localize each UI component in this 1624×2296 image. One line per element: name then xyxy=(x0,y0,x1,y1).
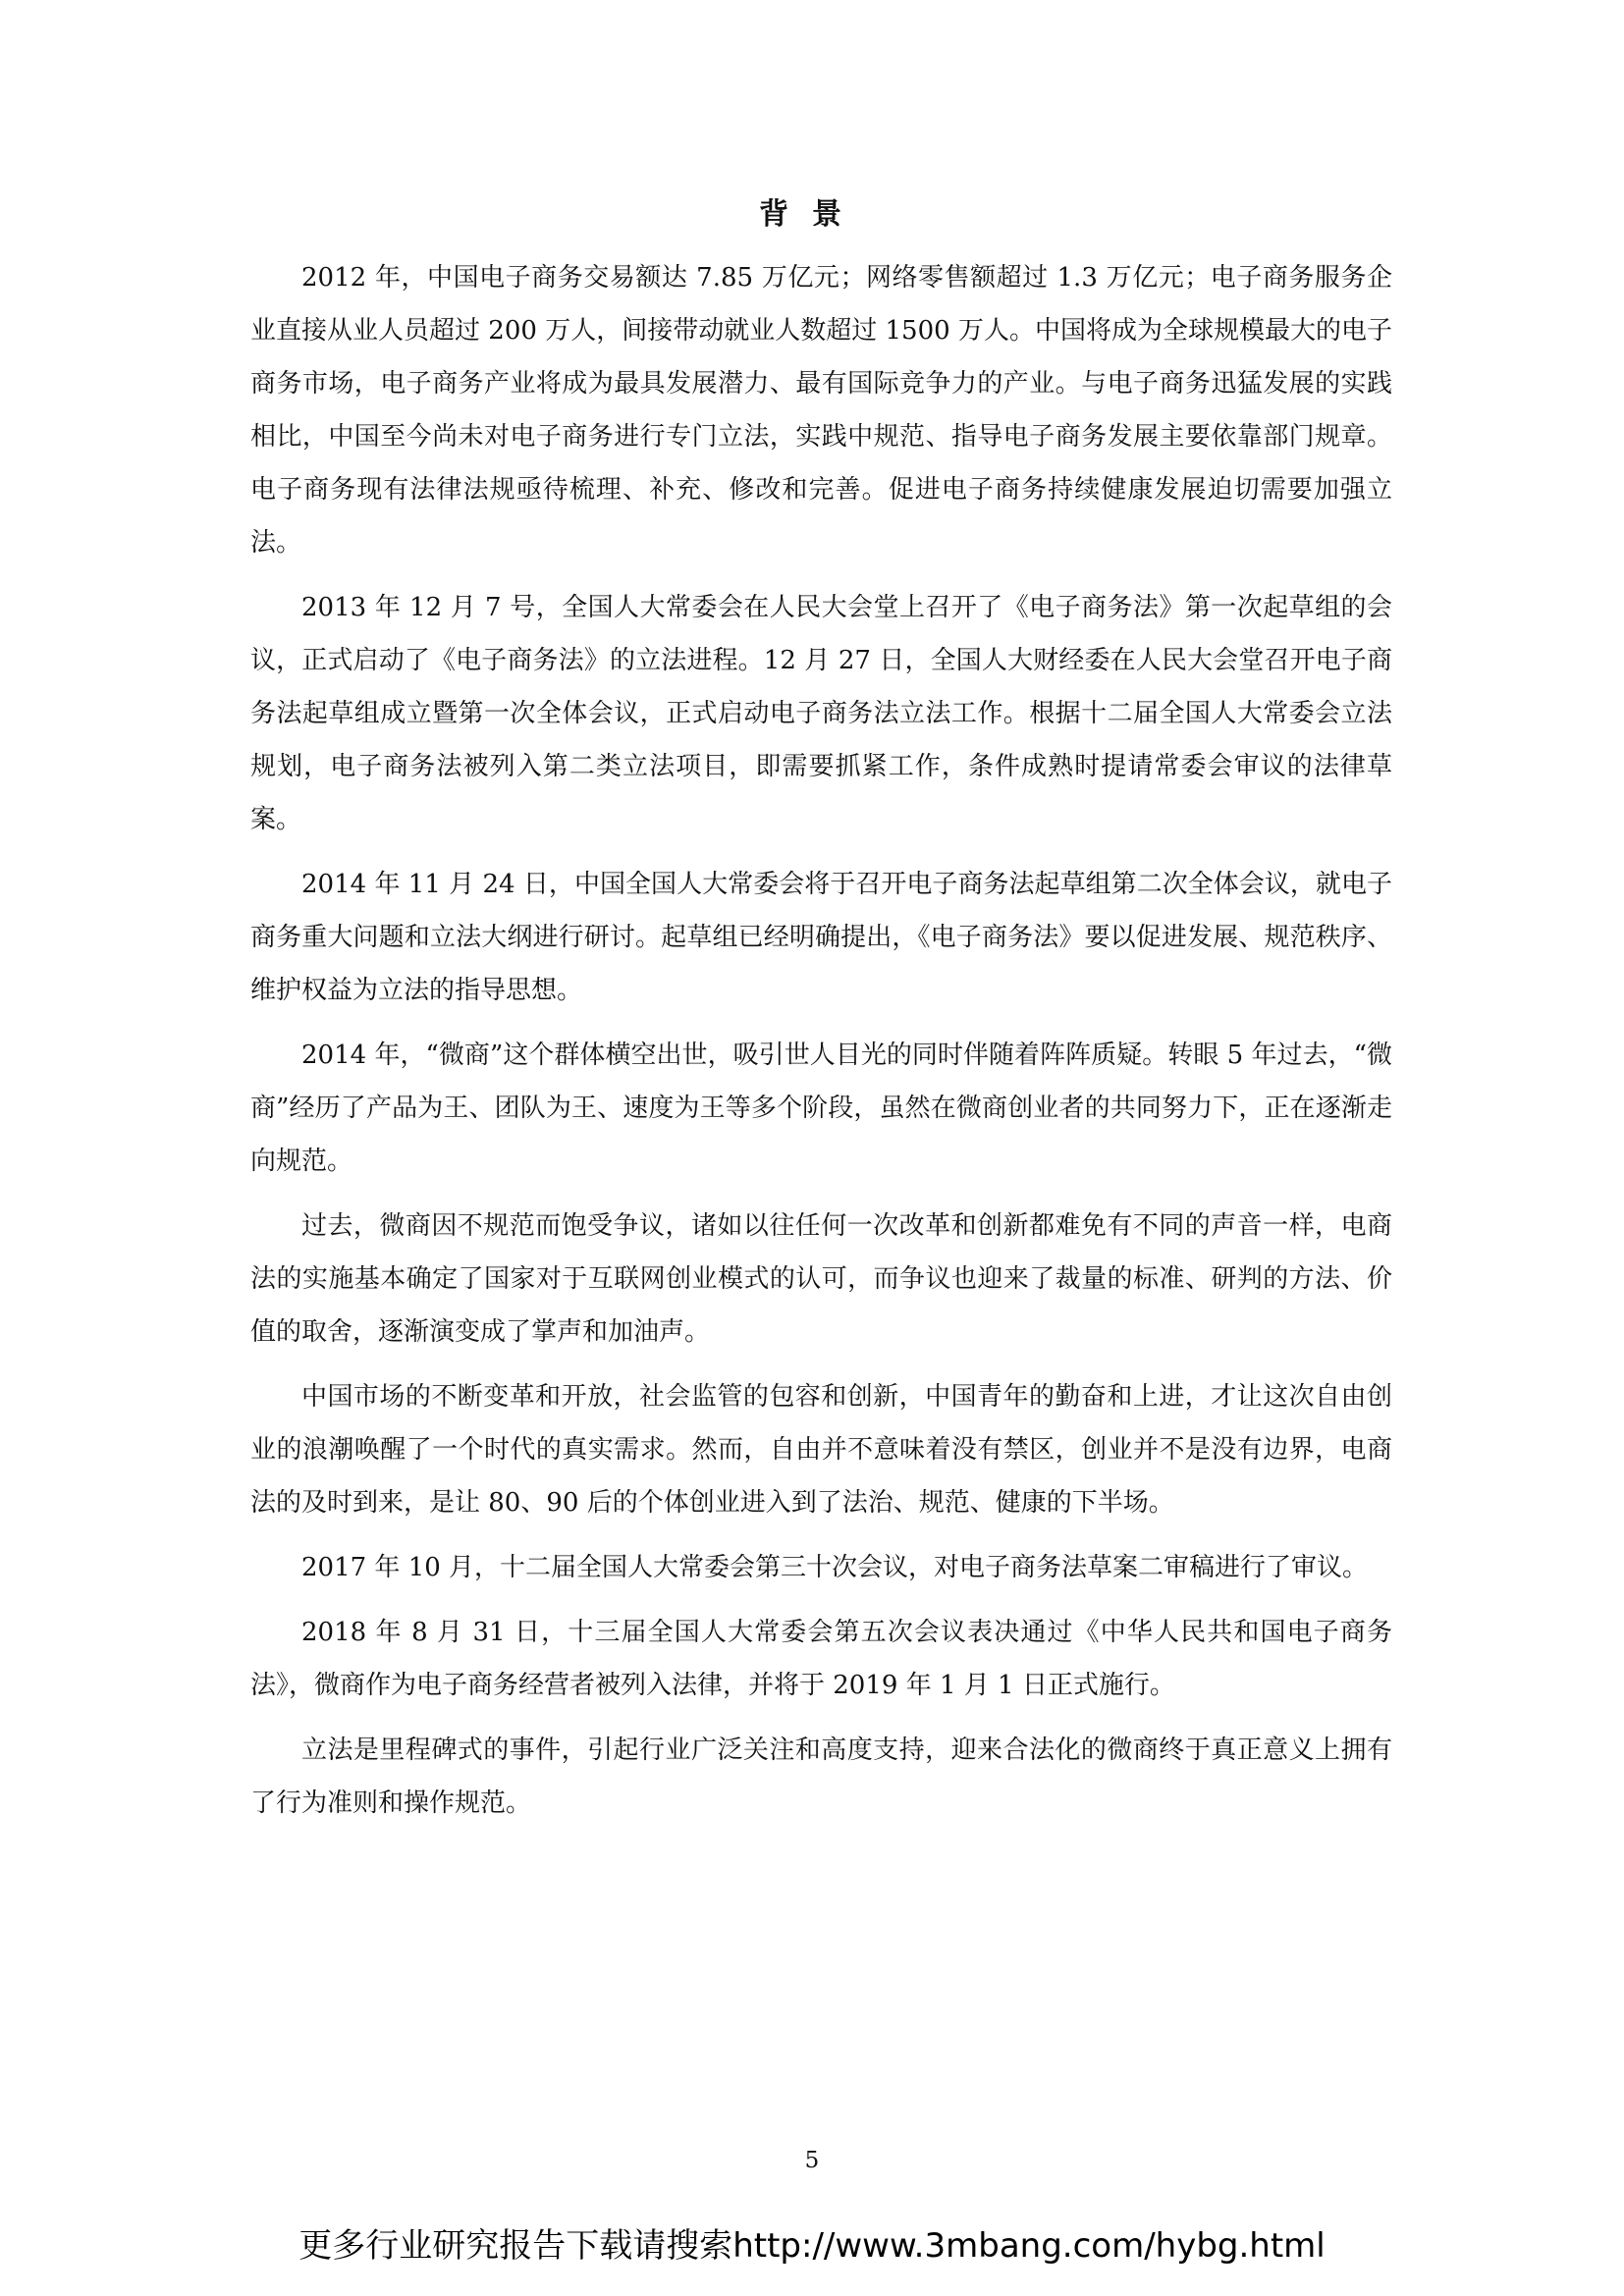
page-number: 5 xyxy=(804,2148,820,2173)
body-text xyxy=(250,251,1392,1842)
paragraph-2017: 2017 年 10 月，十二届全国人大常委会第三十次会议，对电子商务法草案二审稿进行了审议。 xyxy=(301,1553,1369,1582)
footer-banner-link[interactable]: 更多行业研究报告下载请搜索http://www.3mbang.com/hybg.html xyxy=(298,2226,1326,2266)
paragraph-past-controversy: 过去，微商因不规范而饱受争议，诸如以往任何一次改革和创新都难免有不同的声音一样，电商法的实施基本确定了国家对于互联网创业模式的认可，而争议也迎来了裁量的标准、研判的方法、价值的取舍，逐渐演变成了掌声和加油声。 xyxy=(250,1211,1392,1347)
paragraph-2018: 2018 年 8 月 31 日，十三届全国人大常委会第五次会议表决通过《中华人民共和国电子商务法》，微商作为电子商务经营者被列入法律，并将于 2019 年 1 月 1 日正式施行。 xyxy=(250,1618,1392,1700)
paragraph-china-market: 中国市场的不断变革和开放，社会监管的包容和创新，中国青年的勤奋和上进，才让这次自由创业的浪潮唤醒了一个时代的真实需求。然而，自由并不意味着没有禁区，创业并不是没有边界，电商法的及时到来，是让 80、90 后的个体创业进入到了法治、规范、健康的下半场。 xyxy=(250,1382,1392,1518)
page-title: 背景 xyxy=(759,197,865,232)
paragraph-2012: 2012 年，中国电子商务交易额达 7.85 万亿元；网络零售额超过 1.3 万亿元；电子商务服务企业直接从业人员超过 200 万人，间接带动就业人数超过 1500 万人。中国将成为全球规模最大的电子商务市场，电子商务产业将成为最具发展潜力、最有国际竞争力的产业。与电子商务迅猛发展的实践相比，中国至今尚未对电子商务进行专门立法，实践中规范、指导电子商务发展主要依靠部门规章。电子商务现有法律法规亟待梳理、补充、修改和完善。促进电子商务持续健康发展迫切需要加强立法。 xyxy=(250,263,1392,558)
paragraph-2014-weishang: 2014 年，“微商”这个群体横空出世，吸引世人目光的同时伴随着阵阵质疑。转眼 5 年过去，“微商”经历了产品为王、团队为王、速度为王等多个阶段，虽然在微商创业者的共同努力下，正在逐渐走向规范。 xyxy=(250,1041,1392,1176)
paragraph-2013: 2013 年 12 月 7 号，全国人大常委会在人民大会堂上召开了《电子商务法》第一次起草组的会议，正式启动了《电子商务法》的立法进程。12 月 27 日，全国人大财经委在人民大会堂召开电子商务法起草组成立暨第一次全体会议，正式启动电子商务法立法工作。根据十二届全国人大常委会立法规划，电子商务法被列入第二类立法项目，即需要抓紧工作，条件成熟时提请常委会审议的法律草案。 xyxy=(250,593,1392,834)
paragraph-2014-meeting: 2014 年 11 月 24 日，中国全国人大常委会将于召开电子商务法起草组第二次全体会议，就电子商务重大问题和立法大纲进行研讨。起草组已经明确提出，《电子商务法》要以促进发展、规范秩序、维护权益为立法的指导思想。 xyxy=(250,870,1392,1005)
paragraph-milestone: 立法是里程碑式的事件，引起行业广泛关注和高度支持，迎来合法化的微商终于真正意义上拥有了行为准则和操作规范。 xyxy=(250,1735,1392,1818)
